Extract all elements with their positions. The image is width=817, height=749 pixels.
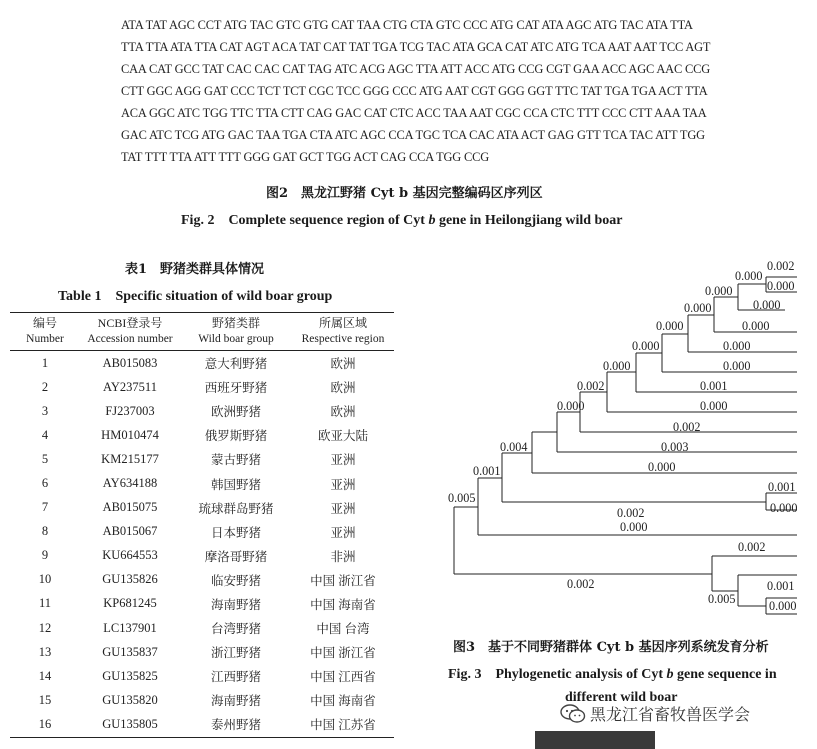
figure2-caption-en: Fig. 2 Complete sequence region of Cyt b gene in Heilongjiang wild boar	[181, 213, 623, 228]
cell-group: 蒙古野猪	[210, 453, 261, 468]
cell-group: 欧洲野猪	[210, 405, 261, 420]
header-group: 野猪类群 Wild boar group	[180, 313, 292, 351]
cell-region: 中国 海南省	[310, 597, 376, 612]
cell-region: 欧洲	[330, 405, 356, 420]
branch-length-label: 0.001	[700, 379, 728, 393]
cell-region: 欧洲	[330, 381, 356, 396]
figure3-caption-en-line2: different wild boar	[565, 690, 678, 705]
watermark-text: 黑龙江省畜牧兽医学会	[590, 705, 751, 724]
header-number: 编号 Number	[10, 313, 80, 351]
branch-length-label: 0.001	[767, 579, 795, 593]
cell-number: 6	[41, 476, 49, 491]
cell-accession: HM010474	[101, 427, 159, 442]
cell-group: 临安野猪	[210, 573, 261, 588]
cell-accession: GU135820	[102, 692, 158, 707]
cell-group: 韩国野猪	[210, 477, 261, 492]
branch-length-label: 0.000	[620, 520, 648, 534]
cell-number: 9	[41, 548, 49, 563]
sequence-line: GAC ATC TCG ATG GAC TAA TGA CTA ATC AGC CCA TGC TCA CAC ATA ACT GAG GTT TCA TAC ATT TGG	[121, 128, 705, 142]
branch-length-label: 0.000	[700, 399, 728, 413]
sequence-line: ATA TAT AGC CCT ATG TAC GTC GTG CAT TAA CTG CTA GTC CCC ATG CAT ATA AGC ATG TAC ATA TTA	[121, 18, 693, 32]
cell-region: 中国 海南省	[310, 694, 376, 709]
branch-length-label: 0.000	[735, 269, 763, 283]
cell-region: 亚洲	[330, 501, 356, 516]
cell-region: 非洲	[330, 549, 356, 564]
tree-branch-labels	[448, 259, 797, 613]
cell-number: 14	[38, 668, 52, 683]
branch-length-label: 0.004	[500, 440, 528, 454]
cell-group: 日本野猪	[210, 525, 261, 540]
figure3-caption-en: Fig. 3 Phylogenetic analysis of Cyt b gene sequence in	[448, 667, 777, 682]
cell-number: 2	[41, 379, 49, 394]
cell-region: 欧洲	[330, 357, 356, 372]
cell-accession: KP681245	[103, 596, 157, 611]
cell-group: 摩洛哥野猪	[204, 549, 268, 564]
branch-length-label: 0.000	[557, 399, 585, 413]
figure2-caption-cn: 图2 黑龙江野猪 Cyt b 基因完整编码区序列区	[266, 186, 543, 201]
branch-length-label: 0.003	[661, 440, 689, 454]
branch-length-label: 0.000	[705, 284, 733, 298]
cell-number: 1	[41, 355, 49, 370]
branch-length-label: 0.000	[656, 319, 684, 333]
branch-length-label: 0.000	[648, 460, 676, 474]
cell-region: 亚洲	[330, 477, 356, 492]
cell-group: 西班牙野猪	[204, 381, 268, 396]
cell-group: 浙江野猪	[210, 646, 261, 661]
cell-accession: GU135805	[80, 712, 180, 737]
cell-accession: LC137901	[103, 620, 157, 635]
branch-length-label: 0.000	[603, 359, 631, 373]
branch-length-label: 0.001	[768, 480, 796, 494]
cell-accession: AB015083	[102, 355, 158, 370]
cell-group: 琉球群岛野猪	[198, 501, 274, 516]
header-accession: NCBI登录号 Accession number	[80, 313, 180, 351]
table1-caption-cn: 表1 野猪类群具体情况	[125, 262, 265, 277]
cell-accession: GU135826	[102, 572, 158, 587]
table1-caption-en: Table 1 Specific situation of wild boar group	[58, 289, 333, 304]
cell-number: 10	[38, 572, 52, 587]
sequence-line: TTA TTA ATA TTA CAT AGT ACA TAT CAT TAT TGA TCG TAC ATA GCA CAT ATC ATG TCA AAT AAT TCC AGT	[121, 40, 711, 54]
cell-region: 中国 浙江省	[310, 646, 376, 661]
branch-length-label: 0.000	[769, 599, 797, 613]
cell-group: 俄罗斯野猪	[204, 429, 268, 444]
cell-accession: KU664553	[102, 548, 158, 563]
branch-length-label: 0.000	[742, 319, 770, 333]
branch-length-label: 0.002	[738, 540, 766, 554]
cell-region: 中国 江苏省	[292, 712, 394, 737]
cell-group: 意大利野猪	[204, 357, 268, 372]
cell-accession: GU135825	[102, 668, 158, 683]
figure3-caption-cn: 图3 基于不同野猪群体 Cyt b 基因序列系统发育分析	[453, 640, 769, 655]
figure-fragment	[535, 731, 655, 749]
header-region: 所属区域 Respective region	[292, 313, 394, 351]
branch-length-label: 0.005	[448, 491, 476, 505]
cell-number: 12	[38, 620, 52, 635]
branch-length-label: 0.002	[767, 259, 795, 273]
cell-number: 11	[38, 596, 52, 611]
cell-accession: AY237511	[103, 379, 157, 394]
cell-accession: AB015075	[102, 500, 158, 515]
cell-region: 中国 台湾	[316, 622, 370, 637]
cell-accession: GU135837	[102, 644, 158, 659]
cell-accession: FJ237003	[105, 403, 155, 418]
cell-group: 海南野猪	[210, 597, 261, 612]
cell-number: 15	[38, 692, 52, 707]
branch-length-label: 0.002	[577, 379, 605, 393]
cell-group: 海南野猪	[210, 694, 261, 709]
cell-number: 4	[41, 427, 49, 442]
sequence-line: CAA CAT GCC TAT CAC CAC CAT TAG ATC ACG AGC TTA ATT ACC ATG CCG CGT GAA ACC AGC AAC CCG	[121, 62, 711, 76]
cell-accession: KM215177	[101, 451, 159, 466]
cell-group: 江西野猪	[210, 670, 261, 685]
cell-group: 泰州野猪	[180, 712, 292, 737]
branch-length-label: 0.000	[632, 339, 660, 353]
cell-number: 13	[38, 644, 52, 659]
branch-length-label: 0.000	[770, 501, 798, 515]
cell-accession: AY634188	[102, 476, 158, 491]
cell-accession: AB015067	[102, 524, 158, 539]
sequence-line: ACA GGC ATC TGG TTC TTA CTT CAG GAC CAT CTC ACC TAA AAT CGC CCA CTC TTT CCC CTT AAA TAA	[121, 106, 707, 120]
cell-region: 亚洲	[330, 453, 356, 468]
cell-region: 亚洲	[330, 525, 356, 540]
branch-length-label: 0.000	[753, 298, 781, 312]
branch-length-label: 0.005	[708, 592, 736, 606]
wechat-icon	[560, 704, 586, 728]
branch-length-label: 0.000	[684, 301, 712, 315]
branch-length-label: 0.000	[723, 359, 751, 373]
cell-region: 中国 浙江省	[310, 573, 376, 588]
watermark	[560, 702, 750, 728]
cell-group: 台湾野猪	[210, 622, 261, 637]
cell-region: 中国 江西省	[310, 670, 376, 685]
cell-number: 7	[41, 500, 49, 515]
branch-length-label: 0.000	[723, 339, 751, 353]
branch-length-label: 0.002	[617, 506, 645, 520]
cell-number: 8	[41, 524, 49, 539]
branch-length-label: 0.002	[673, 420, 701, 434]
sequence-line: CTT GGC AGG GAT CCC TCT TCT CGC TCC GGG CCC ATG AAT CGT GGG GGT TTC TAT TGA TGA ACT TTA	[121, 84, 708, 98]
cell-number: 16	[10, 712, 80, 737]
branch-length-label: 0.001	[473, 464, 501, 478]
cell-region: 欧亚大陆	[317, 429, 368, 444]
branch-length-label: 0.002	[567, 577, 595, 591]
branch-length-label: 0.000	[767, 279, 795, 293]
cell-number: 3	[41, 403, 49, 418]
cell-number: 5	[41, 451, 49, 466]
sequence-line: TAT TTT TTA ATT TTT GGG GAT GCT TGG ACT CAG CCA TGG CCG	[121, 150, 490, 164]
